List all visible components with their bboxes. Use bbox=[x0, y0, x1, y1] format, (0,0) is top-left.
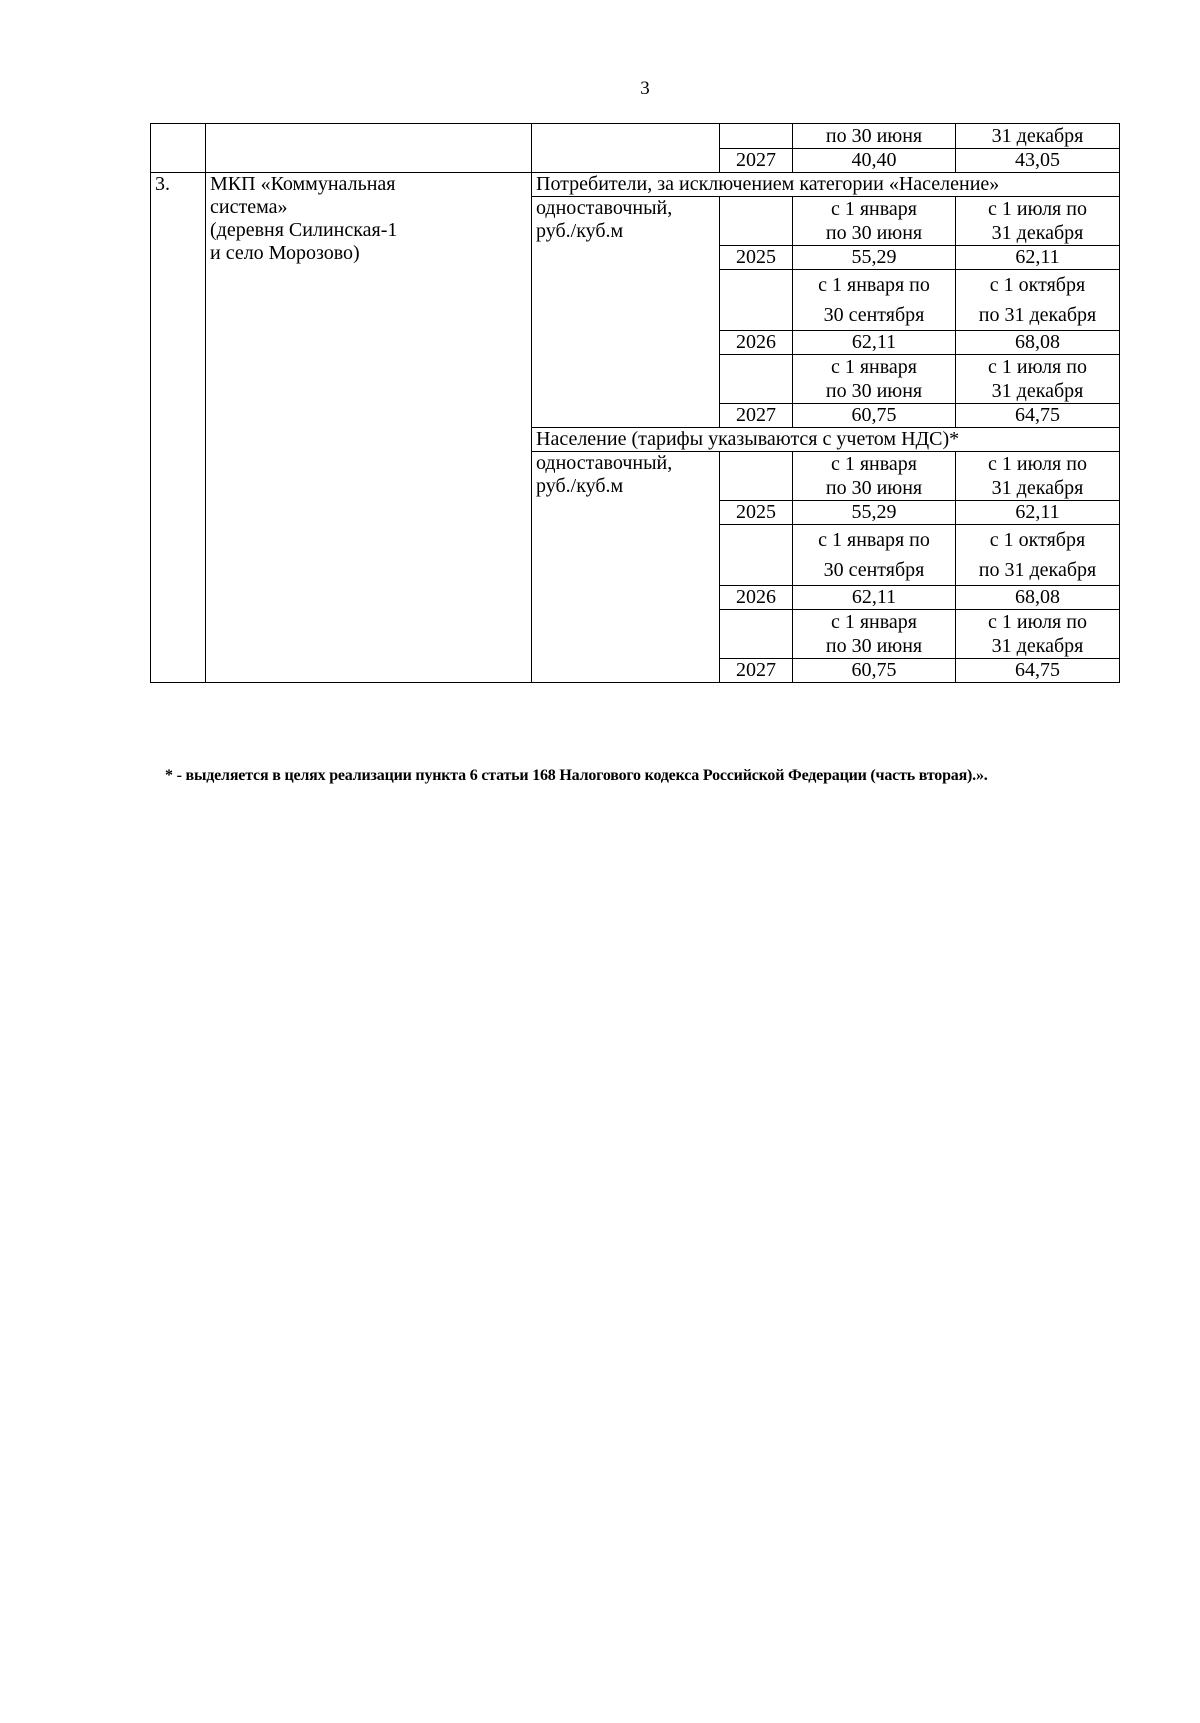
value-cell: 43,05 bbox=[956, 149, 1120, 173]
organization-cell bbox=[206, 173, 532, 683]
value-cell: 64,75 bbox=[956, 659, 1120, 683]
value-cell: 60,75 bbox=[793, 659, 956, 683]
year-cell: 2025 bbox=[720, 246, 793, 270]
period-cell: с 1 октября по 31 декабря bbox=[956, 270, 1120, 331]
value-cell: 62,11 bbox=[793, 586, 956, 610]
value-cell: 68,08 bbox=[956, 586, 1120, 610]
value-cell: 62,11 bbox=[956, 501, 1120, 525]
value-cell: 60,75 bbox=[793, 404, 956, 428]
value-cell: 40,40 bbox=[793, 149, 956, 173]
tariff-type-line: одноставочный, bbox=[536, 197, 673, 219]
period-cell: с 1 июля по 31 декабря bbox=[956, 452, 1120, 501]
value-cell: 64,75 bbox=[956, 404, 1120, 428]
tariff-table bbox=[150, 123, 1120, 683]
group-header: Потребители, за исключением категории «Население» bbox=[532, 173, 1120, 197]
tariff-type-line: одноставочный, bbox=[536, 452, 673, 474]
year-cell: 2027 bbox=[720, 404, 793, 428]
tariff-type-line: руб./куб.м bbox=[536, 220, 624, 242]
year-cell: 2027 bbox=[720, 149, 793, 173]
empty-cell bbox=[720, 610, 793, 659]
year-cell: 2025 bbox=[720, 501, 793, 525]
period-cell: 31 декабря bbox=[956, 124, 1120, 149]
period-cell: по 30 июня bbox=[793, 124, 956, 149]
group-header: Население (тарифы указываются с учетом НДС)* bbox=[532, 428, 1120, 452]
row-index: 3. bbox=[151, 173, 206, 683]
organization-line: система» bbox=[210, 196, 288, 218]
value-cell: 55,29 bbox=[793, 246, 956, 270]
organization-line: и село Морозово) bbox=[210, 242, 360, 264]
year-cell: 2027 bbox=[720, 659, 793, 683]
value-cell: 62,11 bbox=[793, 331, 956, 355]
empty-cell bbox=[720, 525, 793, 586]
empty-cell bbox=[720, 270, 793, 331]
value-cell: 68,08 bbox=[956, 331, 1120, 355]
period-cell: с 1 января по 30 июня bbox=[793, 452, 956, 501]
period-cell: с 1 января по 30 сентября bbox=[793, 525, 956, 586]
period-cell: с 1 января по 30 сентября bbox=[793, 270, 956, 331]
period-cell: с 1 июля по 31 декабря bbox=[956, 197, 1120, 246]
empty-cell bbox=[720, 452, 793, 501]
empty-cell bbox=[720, 124, 793, 149]
period-cell: с 1 июля по 31 декабря bbox=[956, 610, 1120, 659]
tariff-type-cell bbox=[532, 452, 720, 683]
empty-cell bbox=[206, 124, 532, 173]
organization-line: МКП «Коммунальная bbox=[210, 173, 396, 195]
period-cell: с 1 января по 30 июня bbox=[793, 355, 956, 404]
period-cell: с 1 июля по 31 декабря bbox=[956, 355, 1120, 404]
year-cell: 2026 bbox=[720, 331, 793, 355]
value-cell: 55,29 bbox=[793, 501, 956, 525]
page-number: 3 bbox=[640, 78, 650, 99]
year-cell: 2026 bbox=[720, 586, 793, 610]
period-cell: с 1 января по 30 июня bbox=[793, 197, 956, 246]
organization-line: (деревня Силинская-1 bbox=[210, 219, 398, 241]
value-cell: 62,11 bbox=[956, 246, 1120, 270]
period-cell: с 1 октября по 31 декабря bbox=[956, 525, 1120, 586]
table-row bbox=[151, 173, 1120, 197]
period-cell: с 1 января по 30 июня bbox=[793, 610, 956, 659]
empty-cell bbox=[151, 124, 206, 173]
tariff-type-line: руб./куб.м bbox=[536, 475, 624, 497]
empty-cell bbox=[720, 197, 793, 246]
table-row bbox=[151, 124, 1120, 149]
footnote: * - выделяется в целях реализации пункта 6 статьи 168 Налогового кодекса Российской Федерации (часть вторая).». bbox=[165, 767, 988, 784]
empty-cell bbox=[532, 124, 720, 173]
tariff-type-cell bbox=[532, 197, 720, 428]
empty-cell bbox=[720, 355, 793, 404]
